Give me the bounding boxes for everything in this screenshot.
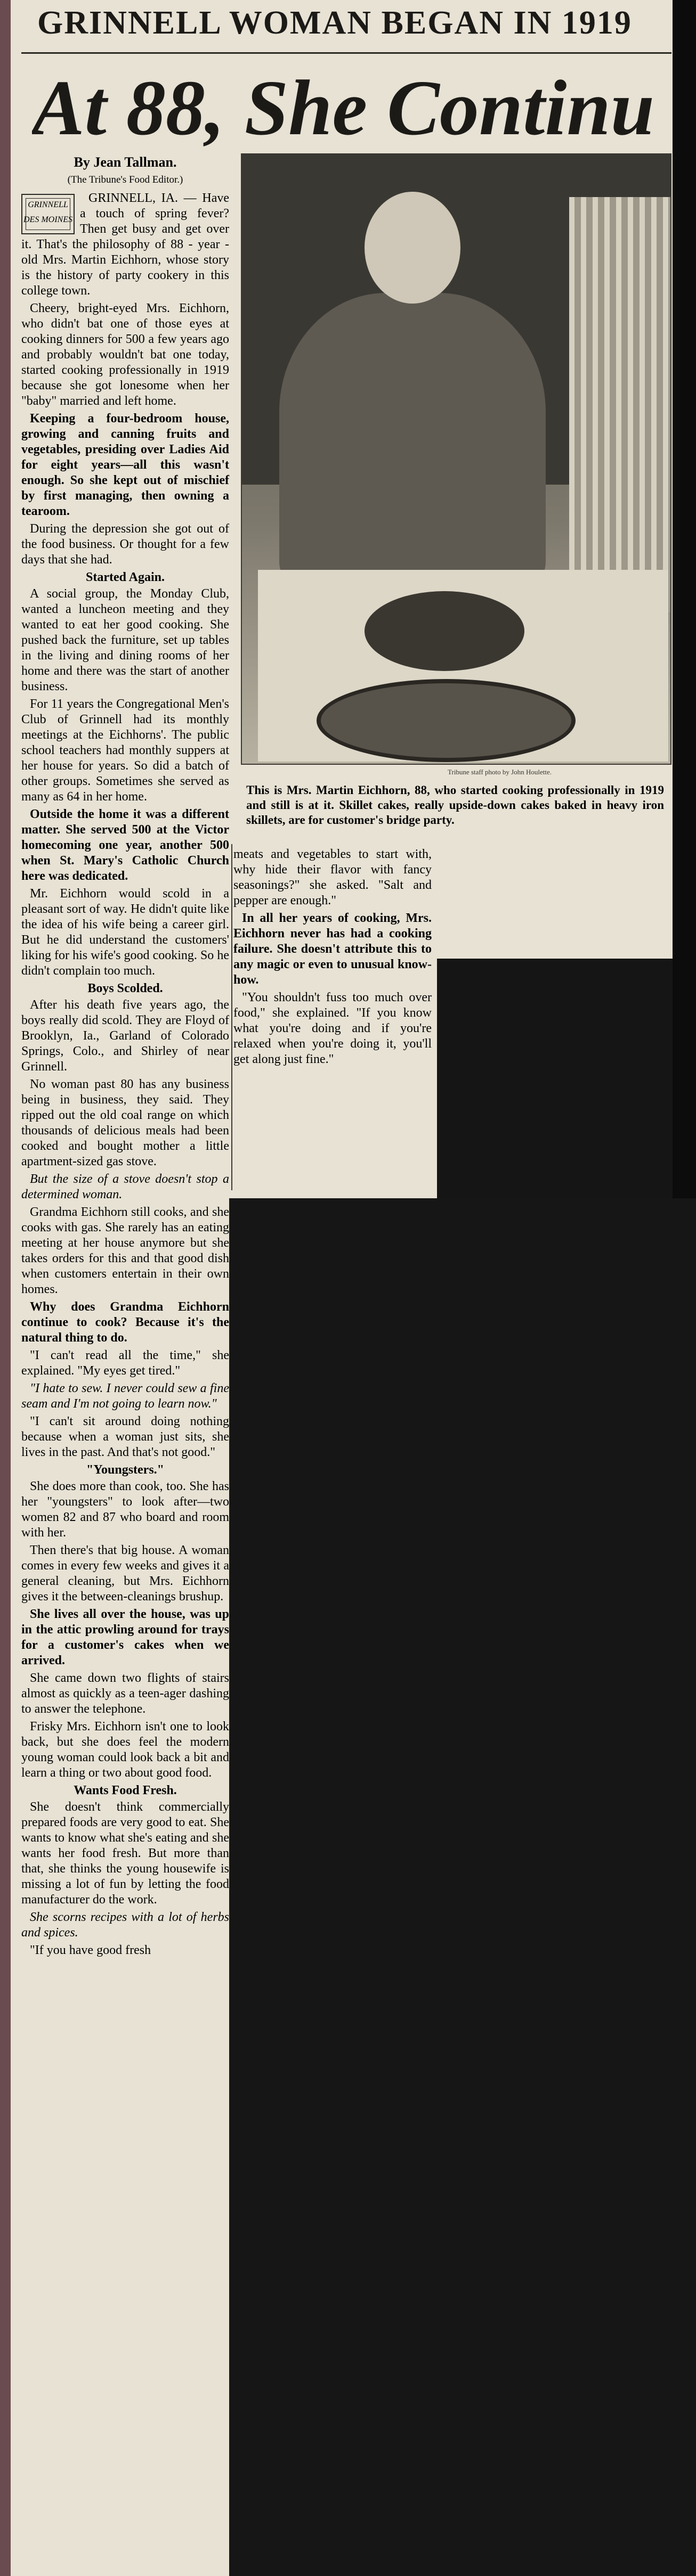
paragraph: "I hate to sew. I never could sew a fine seam and I'm not going to learn now.": [21, 1381, 229, 1411]
kicker-rule: [21, 52, 671, 54]
photo-woman-figure: [279, 293, 546, 591]
paragraph: "I can't read all the time," she explained. "My eyes get tired.": [21, 1348, 229, 1378]
subheading: Boys Scolded.: [87, 982, 163, 995]
photo-skillet-pan: [317, 679, 576, 762]
subheading: "Youngsters.": [86, 1463, 164, 1477]
paragraph: After his death five years ago, the boys really did scold. They are Floyd of Brooklyn, Ia., Garland of Colorado Springs, Colo., and Shirley of near Grinnell.: [21, 998, 229, 1074]
paragraph: She doesn't think commercially prepared foods are very good to eat. She wants to know what she's eating and she wants her food fresh. But more than that, she thinks the young housewife is missing a lot of fun by letting the food manufacturer do the work.: [21, 1800, 229, 1907]
subheading: Started Again.: [85, 570, 165, 584]
photo-skillet-cake: [365, 591, 524, 671]
paragraph: Mr. Eichhorn would scold in a pleasant sort of way. He didn't quite like the idea of his wife being a career girl. But he did understand the customers' liking for his wife's good cooking. So he didn't complain too much.: [21, 887, 229, 978]
byline: By Jean Tallman.: [74, 154, 177, 170]
paragraph: "I can't sit around doing nothing because when a woman just sits, she lives in the past. And that's not good.": [21, 1414, 229, 1459]
paragraph: "If you have good fresh: [30, 1943, 151, 1957]
column-rule: [231, 844, 232, 1190]
photo-curtain: [569, 197, 670, 612]
kicker-headline: GRINNELL WOMAN BEGAN IN 1919: [37, 5, 632, 41]
byline-subtitle: (The Tribune's Food Editor.): [67, 174, 183, 185]
paragraph: She does more than cook, too. She has her "youngsters" to look after—two women 82 and 87 who board and room with her.: [21, 1479, 229, 1540]
subheading: Wants Food Fresh.: [74, 1784, 177, 1797]
dateline-map-label-bottom: DES MOINES: [23, 215, 72, 224]
left-column-paragraphs: [21, 191, 229, 1958]
middle-column: [233, 847, 432, 1069]
paragraph: Cheery, bright-eyed Mrs. Eichhorn, who didn't bat one of those eyes at cooking dinners for 500 a few years ago and probably wouldn't bat one today, started cooking professionally in 1919 because she got lonesome when her "baby" married and left home.: [21, 301, 229, 408]
dateline-map-box: [21, 194, 75, 234]
paragraph: Why does Grandma Eichhorn continue to cook? Because it's the natural thing to do.: [21, 1300, 229, 1345]
paragraph: A social group, the Monday Club, wanted a luncheon meeting and they wanted to eat her good cooking. She pushed back the furniture, set up tables in the living and dining rooms of her home and there was the start of another business.: [21, 587, 229, 693]
article-photo: [241, 153, 671, 765]
paragraph: She came down two flights of stairs almost as quickly as a teen-ager dashing to answer the telephone.: [21, 1671, 229, 1716]
photo-woman-head: [365, 192, 460, 304]
paragraph: Grandma Eichhorn still cooks, and she cooks with gas. She rarely has an eating meeting at her house anymore but she takes orders for this and that good dish when customers entertain in their own homes.: [21, 1205, 229, 1296]
paragraph: Outside the home it was a different matter. She served 500 at the Victor homecoming one year, another 500 when St. Mary's Catholic Church here was dedicated.: [21, 807, 229, 883]
clipping-edge: [0, 0, 11, 2576]
paragraph: GRINNELL, IA. — Have a touch of spring fever? Then get busy and get over it. That's the philosophy of 88 - year - old Mrs. Martin Eichhorn, whose story is the history of party cookery in this college town.: [21, 191, 229, 298]
background-lower: [229, 1198, 696, 2576]
paragraph: meats and vegetables to start with, why hide their flavor with fancy seasonings?" she asked. "Salt and pepper are enough.": [233, 847, 432, 907]
photo-caption: This is Mrs. Martin Eichhorn, 88, who started cooking professionally in 1919 and still is at it. Skillet cakes, really upside-down cakes baked in heavy iron skillets, are for customer's bridge party.: [246, 783, 664, 827]
photo-credit: Tribune staff photo by John Houlette.: [448, 768, 552, 776]
paragraph: Keeping a four-bedroom house, growing and canning fruits and vegetables, presiding over Ladies Aid for eight years—all this wasn't enough. So she kept out of mischief by first managing, then owning a tearoom.: [21, 412, 229, 518]
paragraph: "You shouldn't fuss too much over food," she explained. "If you know what you're doing and if you're relaxed when you're doing it, you'll get along just fine.": [233, 991, 432, 1066]
paragraph: But the size of a stove doesn't stop a determined woman.: [21, 1172, 229, 1201]
paragraph: For 11 years the Congregational Men's Club of Grinnell had its monthly meetings at the Eichhorns'. The public school teachers had monthly suppers at her house for years. So did a batch of other groups. Sometimes she served as many as 64 in her home.: [21, 697, 229, 804]
paragraph: She lives all over the house, was up in the attic prowling around for trays for a customer's cakes when we arrived.: [21, 1607, 229, 1667]
paragraph: No woman past 80 has any business being in business, they said. They ripped out the old coal range on which thousands of delicious meals had been cooked and bought mother a little apartment-sized gas stove.: [21, 1077, 229, 1168]
paragraph: In all her years of cooking, Mrs. Eichhorn never has had a cooking failure. She doesn't attribute this to any magic or even to unusual know-how.: [233, 911, 432, 987]
paragraph: During the depression she got out of the food business. Or thought for a few days that she had.: [21, 522, 229, 567]
paragraph: Frisky Mrs. Eichhorn isn't one to look back, but she does feel the modern young woman could look back a bit and learn a thing or two about good food.: [21, 1720, 229, 1780]
main-headline: At 88, She Continu: [32, 64, 655, 152]
paragraph: She scorns recipes with a lot of herbs and spices.: [21, 1910, 229, 1940]
left-column: [21, 154, 229, 1960]
paragraph: Then there's that big house. A woman comes in every few weeks and gives it a general cleaning, but Mrs. Eichhorn gives it the between-cleanings brushup.: [21, 1543, 229, 1604]
dateline-map-label-top: GRINNELL: [28, 200, 68, 209]
